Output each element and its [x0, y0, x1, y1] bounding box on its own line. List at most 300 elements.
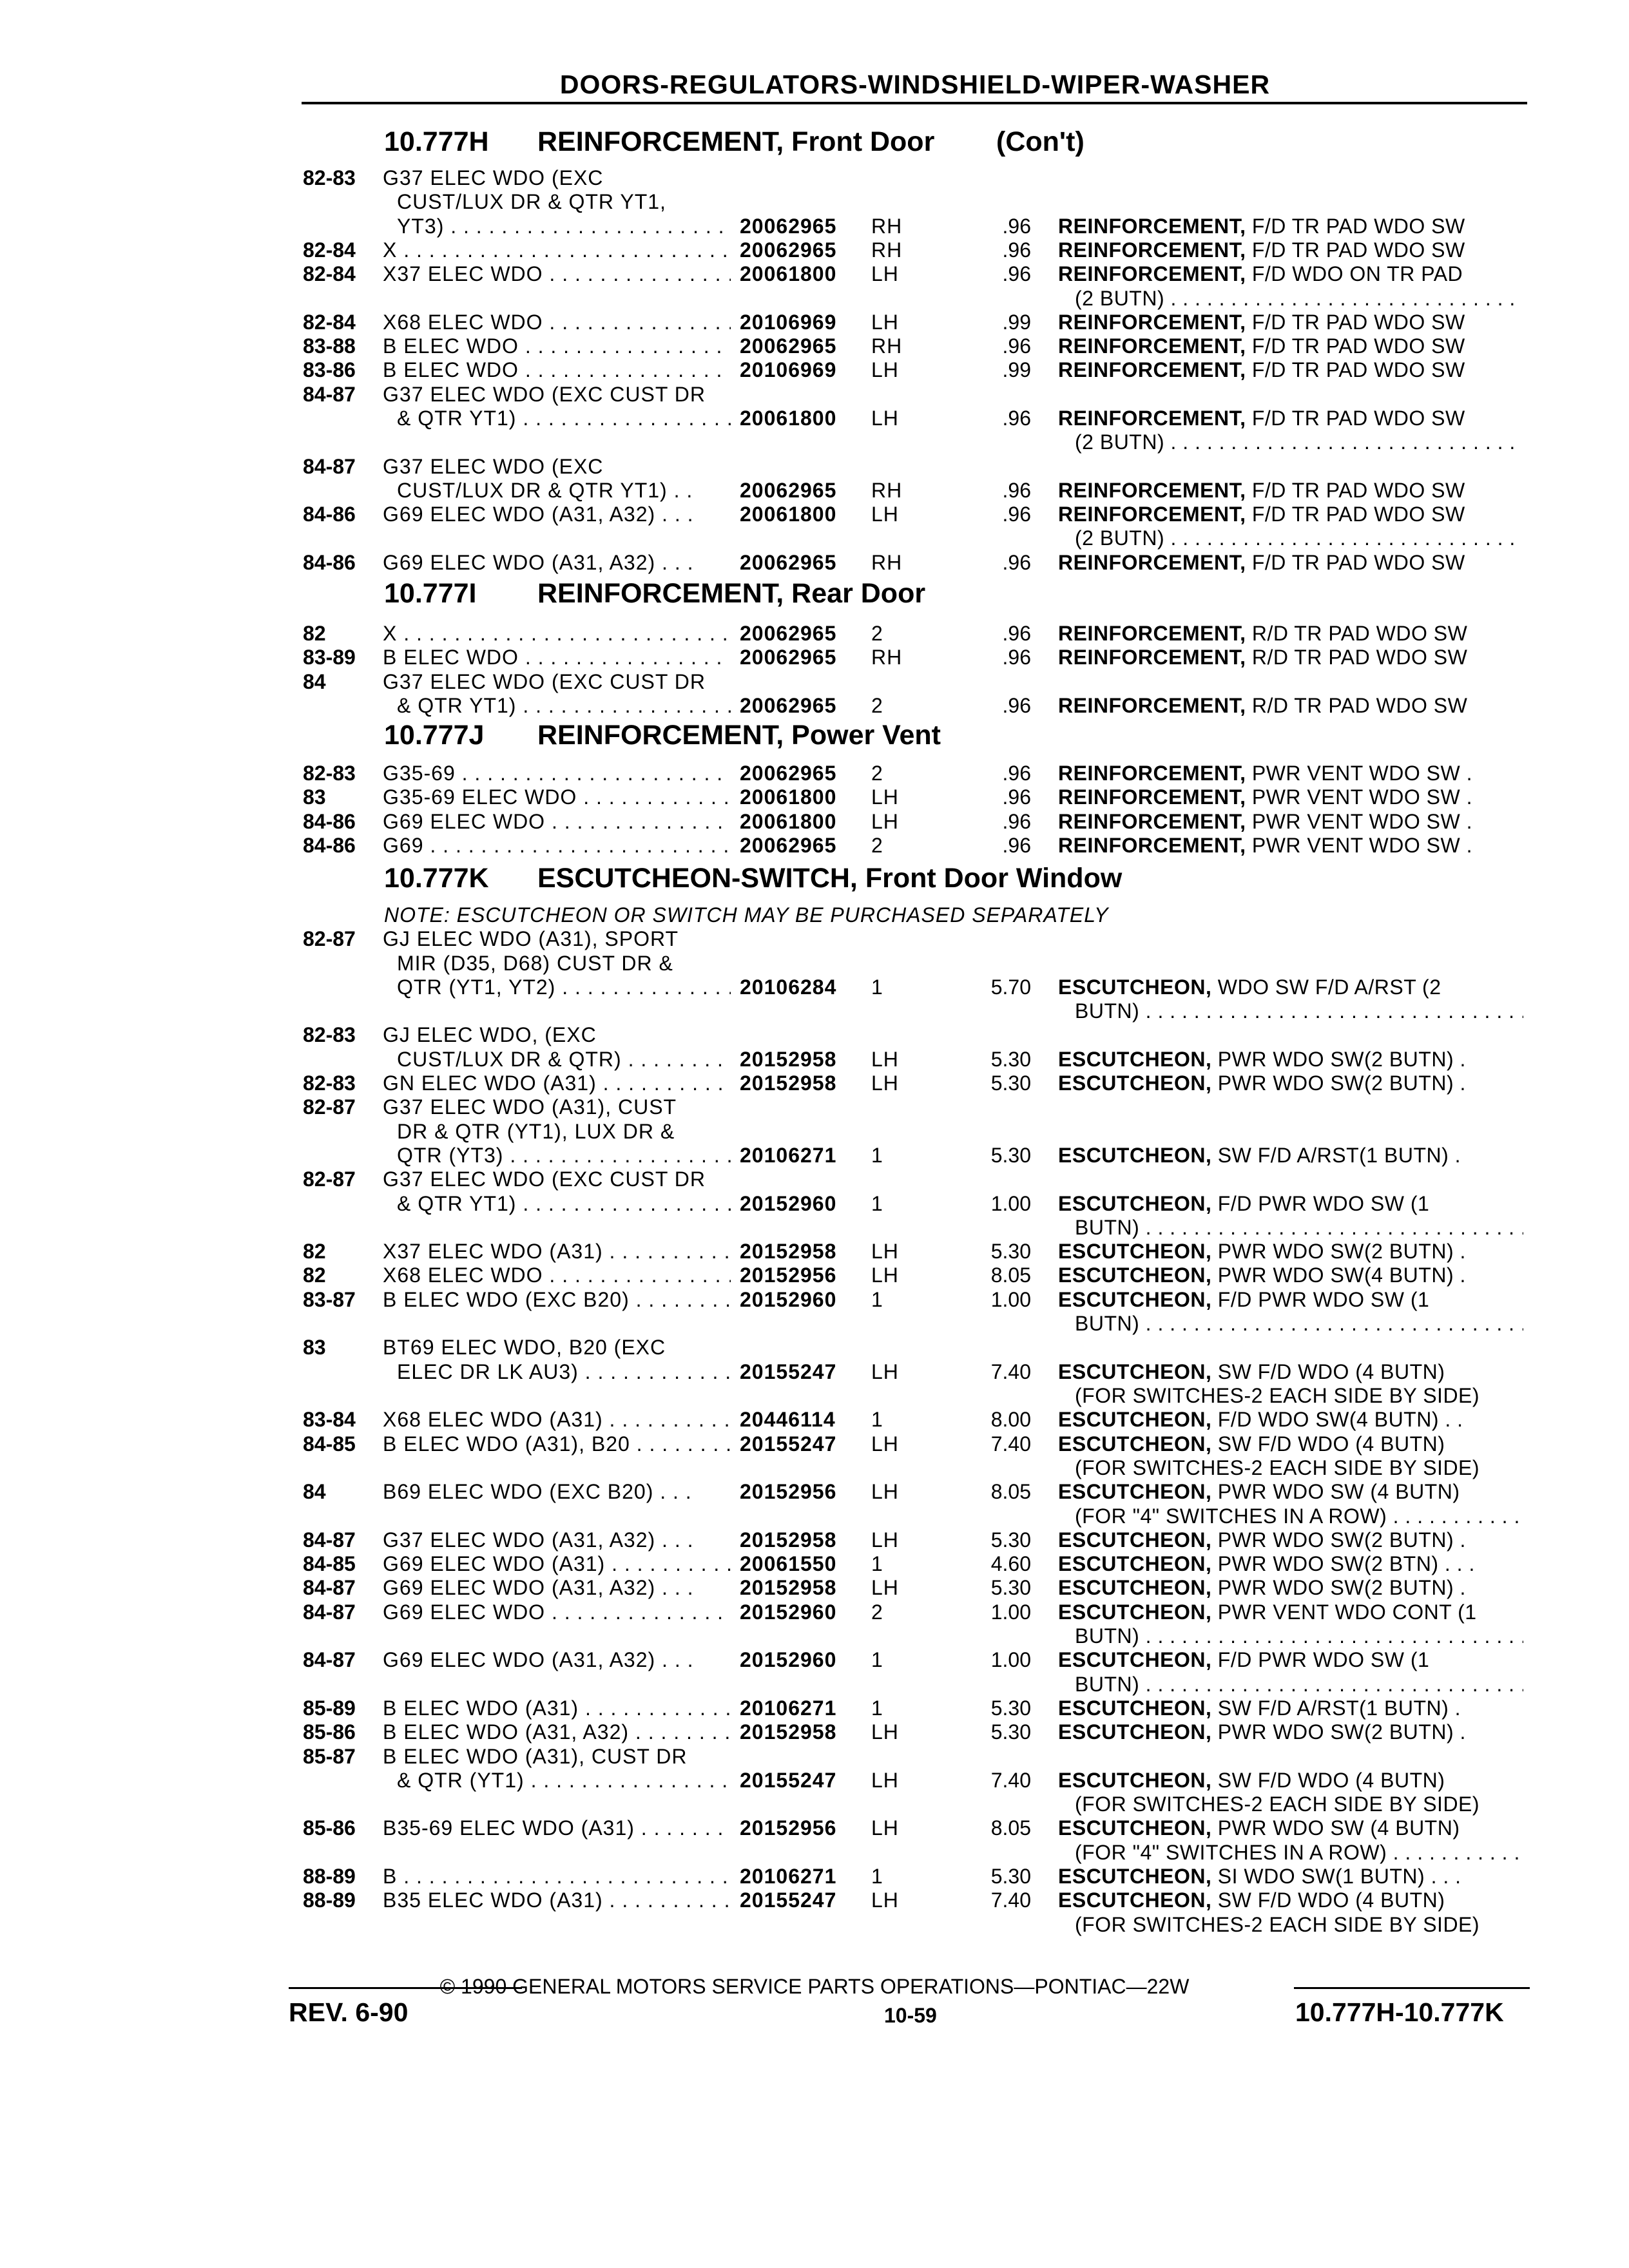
part-description [1058, 1528, 1523, 1552]
part-description [1058, 1192, 1523, 1216]
part-name: ESCUTCHEON, [1058, 1192, 1212, 1215]
part-name: REINFORCEMENT, [1058, 834, 1246, 857]
part-detail: SW F/D A/RST(1 BUTN) [1217, 1696, 1449, 1720]
part-detail: R/D TR PAD WDO SW [1251, 622, 1468, 645]
parts-row [0, 1264, 1629, 1287]
quantity: LH [871, 407, 899, 430]
parts-row [0, 622, 1629, 646]
section-title: REINFORCEMENT, Front Door [537, 126, 935, 157]
model-description: YT3) . . . [397, 215, 731, 238]
part-description [1058, 1480, 1523, 1504]
part-detail: SI WDO SW(1 BUTN) [1217, 1865, 1425, 1888]
part-detail: (FOR SWITCHES-2 EACH SIDE BY SIDE) [1075, 1792, 1480, 1816]
section-number: 10.777J [384, 720, 485, 751]
footer-copyright: © 1990 GENERAL MOTORS SERVICE PARTS OPERATIONS—PONTIAC—22W [439, 1975, 1190, 1998]
part-detail: F/D WDO ON TR PAD [1251, 262, 1463, 285]
parts-row [0, 479, 1629, 503]
model-years: 84-87 [303, 455, 356, 478]
model-description: CUST/LUX DR & QTR) . . . [397, 1048, 731, 1072]
quantity: 1 [871, 1865, 883, 1888]
parts-row [0, 927, 1629, 951]
part-detail: PWR VENT WDO SW [1251, 810, 1461, 833]
model-years: 83 [303, 785, 326, 809]
parts-row [0, 646, 1629, 669]
part-detail: F/D PWR WDO SW (1 [1217, 1192, 1430, 1215]
part-name: REINFORCEMENT, [1058, 238, 1246, 262]
part-description [1058, 694, 1523, 718]
quantity: RH [871, 646, 903, 669]
model-years: 84-87 [303, 383, 356, 406]
model-description: B69 ELEC WDO (EXC B20) . . . [383, 1480, 692, 1503]
part-number: 20152958 [740, 1072, 837, 1095]
part-detail: PWR WDO SW(2 BUTN) [1217, 1048, 1454, 1071]
parts-row [0, 1240, 1629, 1264]
part-description [1058, 1696, 1523, 1720]
model-description: B ELEC WDO (A31), CUST DR [383, 1745, 688, 1768]
part-number: 20062965 [740, 334, 837, 358]
part-detail: BUTN) [1075, 1312, 1140, 1335]
section-number: 10.777I [384, 578, 477, 609]
parts-row [0, 358, 1629, 382]
part-detail: F/D TR PAD WDO SW [1251, 479, 1465, 502]
quantity: 1 [871, 1288, 883, 1311]
model-years: 88-89 [303, 1888, 356, 1912]
part-detail: R/D TR PAD WDO SW [1251, 646, 1468, 669]
section-title: REINFORCEMENT, Power Vent [537, 720, 941, 751]
part-detail: BUTN) [1075, 1624, 1140, 1648]
model-description: B ELEC WDO (A31, A32) . . . [383, 1720, 731, 1744]
price: 4.60 [990, 1552, 1031, 1575]
quantity: LH [871, 503, 899, 526]
parts-row [0, 1384, 1629, 1408]
part-description [1075, 1673, 1523, 1696]
part-description [1058, 311, 1523, 334]
part-name: ESCUTCHEON, [1058, 1528, 1212, 1552]
part-detail: F/D TR PAD WDO SW [1251, 358, 1465, 381]
model-years: 84-85 [303, 1432, 356, 1456]
quantity: 1 [871, 975, 883, 999]
price: 5.30 [990, 1072, 1031, 1095]
parts-row [0, 1504, 1629, 1528]
part-description [1058, 334, 1523, 358]
part-detail: PWR VENT WDO SW [1251, 785, 1461, 809]
model-description: X68 ELEC WDO . . . [383, 1264, 731, 1287]
parts-row [0, 1769, 1629, 1792]
part-description [1058, 1648, 1523, 1672]
model-years: 83-87 [303, 1288, 356, 1311]
model-description: BT69 ELEC WDO, B20 (EXC [383, 1336, 666, 1359]
parts-row [0, 1048, 1629, 1072]
model-description: X68 ELEC WDO (A31) . . . [383, 1408, 731, 1432]
quantity: 2 [871, 762, 883, 785]
part-name: ESCUTCHEON, [1058, 1576, 1212, 1599]
parts-row [0, 1913, 1629, 1937]
model-description: CUST/LUX DR & QTR YT1) . . [397, 479, 693, 502]
model-years: 82 [303, 1264, 326, 1287]
price: 7.40 [990, 1360, 1031, 1383]
part-detail: F/D PWR WDO SW (1 [1217, 1648, 1430, 1671]
price: .96 [1002, 785, 1031, 809]
price: 8.05 [990, 1480, 1031, 1503]
model-description: CUST/LUX DR & QTR YT1, [397, 190, 666, 213]
part-description [1058, 1769, 1523, 1792]
model-years: 82 [303, 1240, 326, 1263]
model-description: ELEC DR LK AU3) . . . [397, 1360, 731, 1384]
model-description: B35-69 ELEC WDO (A31) . . . [383, 1816, 731, 1840]
part-number: 20062965 [740, 238, 837, 262]
parts-row [0, 383, 1629, 407]
price: 8.05 [990, 1264, 1031, 1287]
part-number: 20061800 [740, 262, 837, 285]
part-number: 20152956 [740, 1816, 837, 1840]
part-number: 20062965 [740, 622, 837, 645]
parts-row [0, 1168, 1629, 1191]
price: .96 [1002, 622, 1031, 645]
parts-row [0, 1312, 1629, 1336]
part-description [1058, 1865, 1523, 1888]
parts-row [0, 975, 1629, 999]
part-number: 20062965 [740, 215, 837, 238]
model-years: 84-87 [303, 1528, 356, 1552]
parts-row [0, 262, 1629, 286]
part-description [1075, 1792, 1523, 1816]
parts-row [0, 1720, 1629, 1744]
parts-row [0, 551, 1629, 575]
part-description [1075, 999, 1523, 1023]
model-years: 85-86 [303, 1816, 356, 1840]
parts-row [0, 1673, 1629, 1696]
quantity: 1 [871, 1552, 883, 1575]
parts-row [0, 1865, 1629, 1888]
parts-row [0, 1745, 1629, 1769]
model-years: 84 [303, 670, 326, 693]
part-number: 20152958 [740, 1576, 837, 1599]
model-description: B35 ELEC WDO (A31) . . . [383, 1888, 731, 1912]
parts-row [0, 526, 1629, 550]
part-description [1058, 1072, 1523, 1095]
part-number: 20155247 [740, 1360, 837, 1383]
model-description: G37 ELEC WDO (A31, A32) . . . [383, 1528, 694, 1552]
price: 5.30 [990, 1528, 1031, 1552]
model-description: G35-69 . . . [383, 762, 731, 785]
part-description [1058, 1720, 1523, 1744]
part-number: 20152958 [740, 1240, 837, 1263]
parts-row [0, 810, 1629, 834]
part-detail: PWR WDO SW(4 BUTN) [1217, 1264, 1454, 1287]
price: .96 [1002, 479, 1031, 502]
parts-row [0, 1456, 1629, 1480]
parts-row [0, 190, 1629, 214]
parts-row [0, 1480, 1629, 1504]
part-number: 20061550 [740, 1552, 837, 1575]
part-detail: F/D TR PAD WDO SW [1251, 334, 1465, 358]
part-name: ESCUTCHEON, [1058, 1648, 1212, 1671]
part-detail: F/D TR PAD WDO SW [1251, 238, 1465, 262]
part-description [1058, 1048, 1523, 1072]
part-detail: SW F/D WDO (4 BUTN) [1217, 1360, 1445, 1383]
part-name: ESCUTCHEON, [1058, 1600, 1212, 1624]
part-description [1058, 646, 1523, 669]
quantity: LH [871, 1264, 899, 1287]
quantity: LH [871, 311, 899, 334]
part-detail: SW F/D A/RST(1 BUTN) [1217, 1144, 1449, 1167]
section-heading [384, 126, 1084, 158]
part-description [1075, 1913, 1523, 1937]
quantity: LH [871, 1360, 899, 1383]
part-description [1058, 1816, 1523, 1840]
part-detail: (2 BUTN) [1075, 430, 1165, 454]
price: .99 [1002, 311, 1031, 334]
model-years: 82-83 [303, 166, 356, 189]
footer-section-range: 10.777H-10.777K [1295, 1997, 1504, 2027]
price: 1.00 [990, 1600, 1031, 1624]
parts-row [0, 1144, 1629, 1168]
model-description: B ELEC WDO . . . [383, 358, 731, 382]
parts-row [0, 999, 1629, 1023]
quantity: 1 [871, 1192, 883, 1215]
quantity: LH [871, 1888, 899, 1912]
part-name: ESCUTCHEON, [1058, 1720, 1212, 1744]
model-description: G69 ELEC WDO (A31) . . . [383, 1552, 731, 1576]
part-number: 20061800 [740, 503, 837, 526]
price: 5.30 [990, 1576, 1031, 1599]
parts-row [0, 311, 1629, 334]
part-detail: PWR WDO SW (4 BUTN) [1217, 1480, 1460, 1503]
parts-row [0, 287, 1629, 311]
model-description: G69 ELEC WDO (A31, A32) . . . [383, 551, 694, 574]
part-name: REINFORCEMENT, [1058, 358, 1246, 381]
part-description [1058, 1264, 1523, 1287]
part-number: 20061800 [740, 407, 837, 430]
parts-row [0, 834, 1629, 858]
part-detail: SW F/D WDO (4 BUTN) [1217, 1888, 1445, 1912]
parts-row [0, 334, 1629, 358]
part-description [1058, 358, 1523, 382]
parts-row [0, 430, 1629, 454]
part-description [1058, 551, 1523, 575]
part-number: 20062965 [740, 694, 837, 717]
model-years: 84 [303, 1480, 326, 1503]
part-name: REINFORCEMENT, [1058, 262, 1246, 285]
quantity: LH [871, 1576, 899, 1599]
part-description [1058, 1408, 1523, 1432]
part-detail: PWR VENT WDO SW [1251, 762, 1461, 785]
part-name: ESCUTCHEON, [1058, 1480, 1212, 1503]
part-number: 20062965 [740, 834, 837, 857]
price: 5.70 [990, 975, 1031, 999]
part-detail: F/D TR PAD WDO SW [1251, 551, 1465, 574]
model-description: B ELEC WDO (A31) . . . [383, 1696, 731, 1720]
quantity: 1 [871, 1408, 883, 1431]
part-name: REINFORCEMENT, [1058, 694, 1246, 717]
quantity: LH [871, 1528, 899, 1552]
price: 5.30 [990, 1144, 1031, 1167]
footer-revision: REV. 6-90 [289, 1997, 409, 2027]
part-number: 20155247 [740, 1888, 837, 1912]
part-detail: BUTN) [1075, 1216, 1140, 1239]
model-years: 84-87 [303, 1600, 356, 1624]
price: 7.40 [990, 1432, 1031, 1456]
price: .96 [1002, 810, 1031, 833]
parts-row [0, 785, 1629, 809]
part-description [1075, 1624, 1523, 1648]
model-years: 84-86 [303, 810, 356, 833]
part-description [1075, 1504, 1523, 1528]
quantity: LH [871, 1769, 899, 1792]
part-detail: (2 BUTN) [1075, 526, 1165, 550]
quantity: RH [871, 551, 903, 574]
part-number: 20061800 [740, 785, 837, 809]
model-description: B ELEC WDO . . . [383, 646, 731, 669]
part-description [1075, 1216, 1523, 1240]
model-years: 85-89 [303, 1696, 356, 1720]
part-detail: R/D TR PAD WDO SW [1251, 694, 1468, 717]
model-years: 85-87 [303, 1745, 356, 1768]
model-years: 88-89 [303, 1865, 356, 1888]
model-years: 85-86 [303, 1720, 356, 1744]
part-name: ESCUTCHEON, [1058, 1288, 1212, 1311]
model-description: GN ELEC WDO (A31) . . . [383, 1072, 731, 1095]
part-name: ESCUTCHEON, [1058, 1769, 1212, 1792]
model-years: 84-87 [303, 1576, 356, 1599]
part-number: 20155247 [740, 1432, 837, 1456]
model-years: 83-84 [303, 1408, 356, 1431]
parts-row [0, 952, 1629, 975]
part-description [1058, 1600, 1523, 1624]
model-years: 84-86 [303, 834, 356, 857]
price: 5.30 [990, 1865, 1031, 1888]
price: 1.00 [990, 1192, 1031, 1215]
quantity: 2 [871, 694, 883, 717]
part-number: 20062965 [740, 479, 837, 502]
section-number: 10.777H [384, 126, 489, 157]
part-name: ESCUTCHEON, [1058, 1408, 1212, 1431]
section-heading [384, 720, 941, 751]
parts-row [0, 1648, 1629, 1672]
part-detail: PWR WDO SW(2 BTN) [1217, 1552, 1439, 1575]
part-name: REINFORCEMENT, [1058, 785, 1246, 809]
part-name: REINFORCEMENT, [1058, 551, 1246, 574]
part-name: ESCUTCHEON, [1058, 1360, 1212, 1383]
part-name: REINFORCEMENT, [1058, 311, 1246, 334]
model-years: 84-87 [303, 1648, 356, 1671]
model-description: G37 ELEC WDO (A31), CUST [383, 1095, 677, 1119]
model-description: G37 ELEC WDO (EXC CUST DR [383, 670, 706, 693]
parts-row [0, 503, 1629, 526]
part-number: 20106969 [740, 358, 837, 381]
model-description: G69 ELEC WDO (A31, A32) . . . [383, 1576, 694, 1599]
continued-marker: (Con't) [996, 126, 1084, 157]
part-name: REINFORCEMENT, [1058, 503, 1246, 526]
part-description [1058, 1144, 1523, 1168]
section-note: NOTE: ESCUTCHEON OR SWITCH MAY BE PURCHASED SEPARATELY [384, 903, 1109, 927]
quantity: RH [871, 238, 903, 262]
model-description: & QTR YT1) . . . [397, 1192, 731, 1216]
parts-row [0, 1696, 1629, 1720]
model-description: G37 ELEC WDO (EXC CUST DR [383, 1168, 706, 1191]
price: 8.00 [990, 1408, 1031, 1431]
price: 7.40 [990, 1888, 1031, 1912]
part-name: REINFORCEMENT, [1058, 215, 1246, 238]
part-number: 20106969 [740, 311, 837, 334]
part-number: 20155247 [740, 1769, 837, 1792]
part-name: ESCUTCHEON, [1058, 1888, 1212, 1912]
part-number: 20152958 [740, 1048, 837, 1071]
parts-row [0, 1095, 1629, 1119]
price: 1.00 [990, 1288, 1031, 1311]
part-number: 20152956 [740, 1480, 837, 1503]
part-name: ESCUTCHEON, [1058, 1552, 1212, 1575]
part-detail: PWR WDO SW (4 BUTN) [1217, 1816, 1460, 1840]
model-description: & QTR YT1) . . . [397, 407, 731, 430]
quantity: 2 [871, 622, 883, 645]
quantity: 2 [871, 1600, 883, 1624]
part-detail: F/D PWR WDO SW (1 [1217, 1288, 1430, 1311]
quantity: RH [871, 215, 903, 238]
model-description: B ELEC WDO (A31), B20 . . . [383, 1432, 731, 1456]
model-years: 83-89 [303, 646, 356, 669]
part-number: 20152960 [740, 1192, 837, 1215]
part-name: ESCUTCHEON, [1058, 1865, 1212, 1888]
part-description [1075, 287, 1523, 311]
parts-row [0, 1023, 1629, 1047]
model-years: 82-83 [303, 762, 356, 785]
part-number: 20152958 [740, 1528, 837, 1552]
part-detail: PWR WDO SW(2 BUTN) [1217, 1576, 1454, 1599]
model-description: G35-69 ELEC WDO . . . [383, 785, 731, 809]
model-description: G69 ELEC WDO . . . [383, 810, 731, 834]
part-number: 20106271 [740, 1144, 837, 1167]
part-description [1058, 1432, 1523, 1456]
model-years: 82-84 [303, 238, 356, 262]
model-description: G69 ELEC WDO (A31, A32) . . . [383, 503, 694, 526]
price: 5.30 [990, 1696, 1031, 1720]
quantity: LH [871, 1480, 899, 1503]
part-description [1058, 238, 1523, 262]
model-description: G37 ELEC WDO (EXC CUST DR [383, 383, 706, 406]
section-title: REINFORCEMENT, Rear Door [537, 578, 926, 609]
part-name: ESCUTCHEON, [1058, 1072, 1212, 1095]
part-detail: PWR WDO SW(2 BUTN) [1217, 1720, 1454, 1744]
model-description: GJ ELEC WDO, (EXC [383, 1023, 597, 1046]
price: .96 [1002, 334, 1031, 358]
part-detail: SW F/D WDO (4 BUTN) [1217, 1769, 1445, 1792]
model-years: 82-87 [303, 1168, 356, 1191]
quantity: 1 [871, 1144, 883, 1167]
part-number: 20106271 [740, 1696, 837, 1720]
price: .96 [1002, 238, 1031, 262]
part-number: 20152960 [740, 1648, 837, 1671]
quantity: LH [871, 1432, 899, 1456]
part-name: REINFORCEMENT, [1058, 646, 1246, 669]
part-description [1058, 785, 1523, 809]
price: .96 [1002, 215, 1031, 238]
part-description [1075, 1312, 1523, 1336]
parts-row [0, 1120, 1629, 1144]
section-title: ESCUTCHEON-SWITCH, Front Door Window [537, 863, 1123, 894]
parts-row [0, 1528, 1629, 1552]
parts-row [0, 455, 1629, 479]
model-years: 83-86 [303, 358, 356, 381]
part-number: 20106284 [740, 975, 837, 999]
model-description: G69 ELEC WDO (A31, A32) . . . [383, 1648, 694, 1671]
quantity: 2 [871, 834, 883, 857]
part-description [1075, 430, 1523, 454]
part-description [1058, 1888, 1523, 1912]
quantity: LH [871, 785, 899, 809]
quantity: 1 [871, 1648, 883, 1671]
parts-row [0, 1216, 1629, 1240]
